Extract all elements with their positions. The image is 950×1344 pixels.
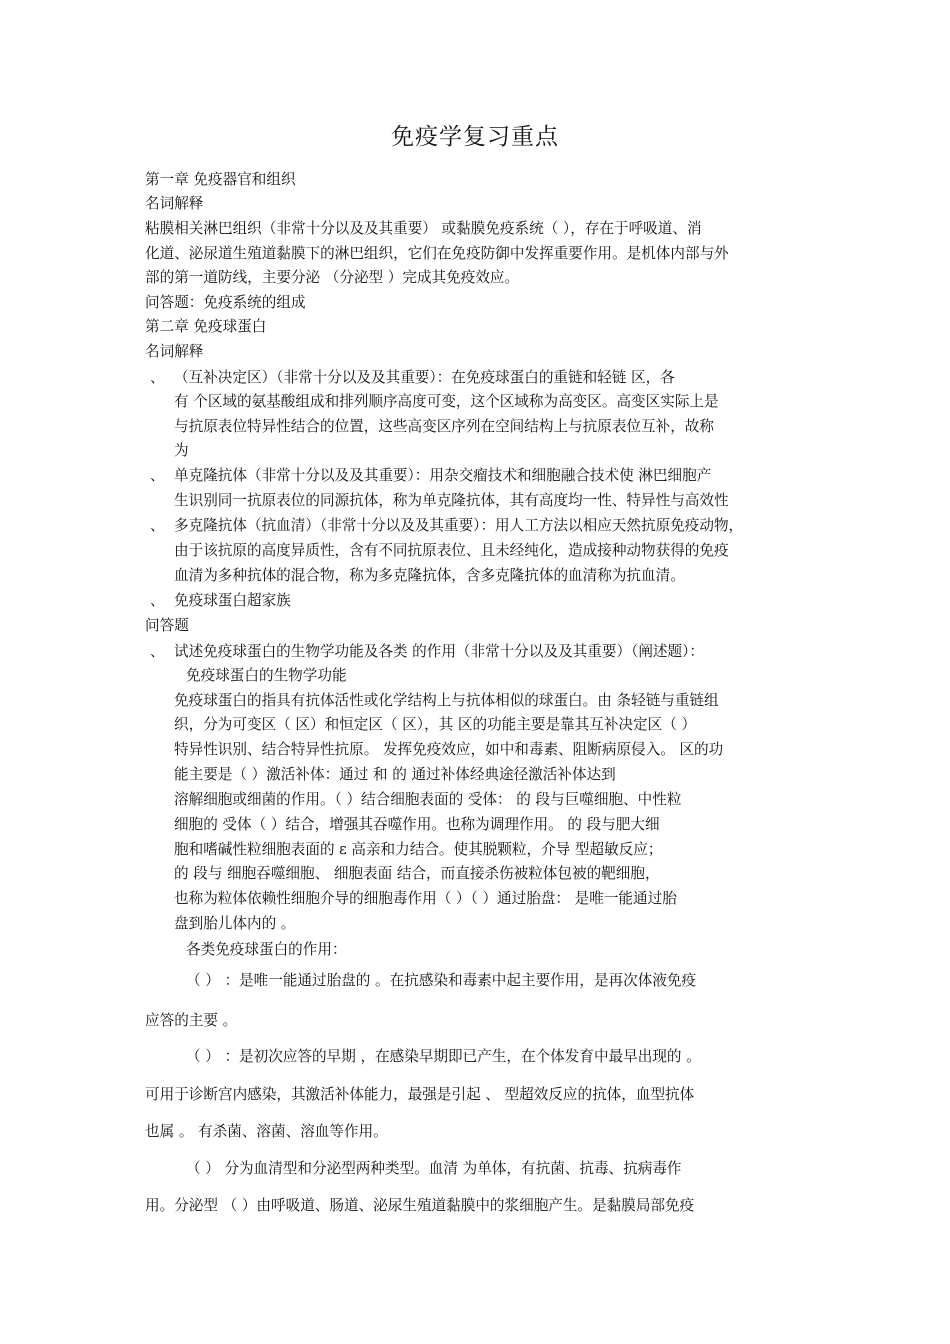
paragraph-line: 的 段与 细胞吞噬细胞、 细胞表面 结合，而直接杀伤被粒体包被的靶细胞， [174, 865, 660, 882]
paragraph-line: （ ） ：是唯一能通过胎盘的 。在抗感染和毒素中起主要作用，是再次体液免疫 [186, 972, 697, 989]
list-item-line: （互补决定区）（非常十分以及及其重要）：在免疫球蛋白的重链和轻链 区，各 [174, 369, 675, 386]
paragraph-line: 部的第一道防线，主要分泌 （分泌型 ）完成其免疫效应。 [145, 269, 520, 286]
list-item-line: 单克隆抗体（非常十分以及及其重要）：用杂交瘤技术和细胞融合技术使 淋巴细胞产 [174, 467, 712, 484]
list-item-line: 血清为多种抗体的混合物，称为多克隆抗体，含多克隆抗体的血清称为抗血清。 [174, 567, 685, 584]
paragraph-line: 粘膜相关淋巴组织（非常十分以及及其重要） 或黏膜免疫系统（ ），存在于呼吸道、消 [145, 220, 702, 237]
paragraph-line: 也属 。 有杀菌、溶菌、溶血等作用。 [145, 1123, 388, 1140]
paragraph-line: 应答的主要 。 [145, 1012, 238, 1029]
list-marker: 、 [150, 643, 165, 660]
paragraph-line: 特异性识别、结合特异性抗原。 发挥免疫效应，如中和毒素、阻断病原侵入。 区的功 [174, 741, 724, 758]
list-marker: 、 [150, 369, 165, 386]
paragraph-line: 能主要是（ ）激活补体：通过 和 的 通过补体经典途径激活补体达到 [174, 766, 616, 783]
page-title: 免疫学复习重点 [391, 124, 559, 150]
paragraph-line: （ ） 分为血清型和分泌型两种类型。血清 为单体，有抗菌、抗毒、抗病毒作 [186, 1160, 682, 1177]
question-heading: 问答题：免疫系统的组成 [145, 294, 306, 311]
list-item-line: 为 [174, 442, 189, 459]
section-term-definitions: 名词解释 [145, 343, 204, 360]
paragraph-line: 胞和嗜碱性粒细胞表面的 ε 高亲和力结合。使其脱颗粒，介导 型超敏反应； [174, 841, 663, 858]
paragraph-line: 盘到胎儿体内的 。 [174, 915, 296, 932]
list-item-line: 与抗原表位特异性结合的位置，这些高变区序列在空间结构上与抗原表位互补，故称 [174, 418, 714, 435]
list-item-line: 多克隆抗体（抗血清）（非常十分以及及其重要）：用人工方法以相应天然抗原免疫动物， [174, 517, 744, 534]
paragraph-line: 织，分为可变区（ 区）和恒定区（ 区），其 区的功能主要是靠其互补决定区（ ） [174, 716, 697, 733]
paragraph-line: 溶解细胞或细菌的作用。（ ）结合细胞表面的 受体： 的 段与巨噬细胞、中性粒 [174, 791, 682, 808]
paragraph-line: 细胞的 受体（ ）结合，增强其吞噬作用。也称为调理作用。 的 段与肥大细 [174, 816, 660, 833]
subsection-heading: 免疫球蛋白的生物学功能 [186, 667, 347, 684]
list-marker: 、 [150, 517, 165, 534]
list-marker: 、 [150, 592, 165, 609]
list-item-line: 免疫球蛋白超家族 [174, 592, 291, 609]
paragraph-line: 化道、泌尿道生殖道黏膜下的淋巴组织，它们在免疫防御中发挥重要作用。是机体内部与外 [145, 245, 729, 262]
list-item-line: 试述免疫球蛋白的生物学功能及各类 的作用（非常十分以及及其重要）（阐述题）： [174, 643, 705, 660]
section-term-definitions: 名词解释 [145, 195, 204, 212]
chapter-1-heading: 第一章 免疫器官和组织 [145, 171, 296, 188]
paragraph-line: 可用于诊断宫内感染，其激活补体能力，最强是引起 、 型超效反应的抗体，血型抗体 [145, 1086, 695, 1103]
list-item-line: 生识别同一抗原表位的同源抗体，称为单克隆抗体，其有高度均一性、特异性与高效性 [174, 492, 729, 509]
paragraph-line: 用。分泌型 （ ）由呼吸道、肠道、泌尿生殖道黏膜中的浆细胞产生。是黏膜局部免疫 [145, 1197, 695, 1214]
paragraph-line: （ ） ：是初次应答的早期 ，在感染早期即已产生，在个体发育中最早出现的 。 [186, 1048, 701, 1065]
list-item-line: 有 个区域的氨基酸组成和排列顺序高度可变，这个区域称为高变区。高变区实际上是 [174, 393, 719, 410]
list-marker: 、 [150, 467, 165, 484]
subsection-heading: 各类免疫球蛋白的作用： [186, 941, 347, 958]
paragraph-line: 也称为粒体依赖性细胞介导的细胞毒作用（ ）（ ）通过胎盘： 是唯一能通过胎 [174, 890, 677, 907]
list-item-line: 由于该抗原的高度异质性，含有不同抗原表位、且未经纯化，造成接种动物获得的免疫 [174, 542, 729, 559]
paragraph-line: 免疫球蛋白的指具有抗体活性或化学结构上与抗体相似的球蛋白。由 条轻链与重链组 [174, 692, 719, 709]
chapter-2-heading: 第二章 免疫球蛋白 [145, 318, 267, 335]
question-heading: 问答题 [145, 617, 189, 634]
